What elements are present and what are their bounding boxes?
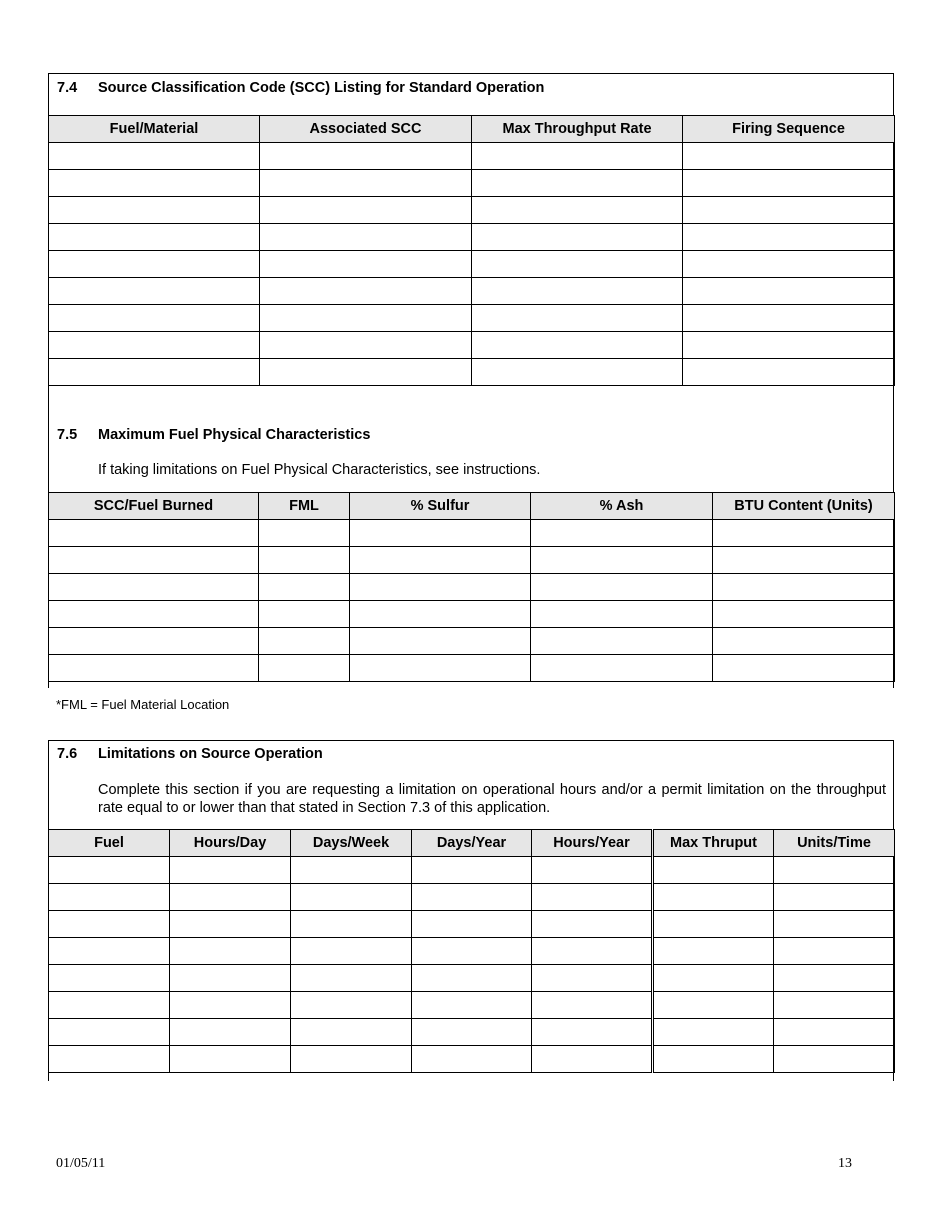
section-7-6-instruction: Complete this section if you are requesting a limitation on operational hours and/or a permit limitation on the throughput rate equal to or lower than that stated in Section 7.3 of this application. [98,782,886,816]
table-cell-input[interactable] [259,601,350,628]
table-cell-input[interactable] [49,332,260,359]
table-cell-input[interactable] [170,884,291,911]
footer-page-number: 13 [838,1156,852,1171]
table-row [49,628,895,655]
table-cell-input[interactable] [291,857,412,884]
section-7-4-title [57,80,544,96]
table-cell-input[interactable] [260,305,472,332]
table-cell-input[interactable] [472,332,683,359]
table-cell-input[interactable] [683,251,895,278]
table-cell-input[interactable] [291,911,412,938]
table-cell-input[interactable] [532,938,653,965]
source-operation-limits-table [48,829,895,1073]
table-row [49,278,895,305]
table-cell-input[interactable] [472,143,683,170]
table-cell-input[interactable] [683,332,895,359]
table-cell-input[interactable] [170,965,291,992]
table-cell-input[interactable] [260,170,472,197]
table-cell-input[interactable] [49,628,259,655]
scc-listing-body [49,143,895,386]
table-cell-input[interactable] [170,1019,291,1046]
table-cell-input[interactable] [653,1046,774,1073]
table-cell-input[interactable] [291,884,412,911]
fuel-characteristics-body [49,520,895,682]
table-cell-input[interactable] [683,170,895,197]
table-cell-input[interactable] [774,992,895,1019]
table-cell-input[interactable] [713,547,895,574]
footer-date: 01/05/11 [56,1156,106,1171]
table-cell-input[interactable] [49,359,260,386]
table-cell-input[interactable] [653,965,774,992]
table-cell-input[interactable] [472,197,683,224]
scc-listing-table [48,115,895,386]
table-row [49,170,895,197]
table-cell-input[interactable] [260,251,472,278]
table-cell-input[interactable] [713,628,895,655]
table-cell-input[interactable] [412,884,532,911]
table-cell-input[interactable] [412,992,532,1019]
table-cell-input[interactable] [653,911,774,938]
table-cell-input[interactable] [531,520,713,547]
table-cell-input[interactable] [532,1046,653,1073]
table-cell-input[interactable] [259,574,350,601]
col-hours-day: Hours/Day [170,830,291,857]
table-row [49,305,895,332]
table-cell-input[interactable] [49,278,260,305]
table-cell-input[interactable] [713,574,895,601]
table-row [49,1019,895,1046]
section-7-5-title [57,427,370,443]
table-row [49,1046,895,1073]
section-heading: Maximum Fuel Physical Characteristics [98,427,371,443]
table-cell-input[interactable] [412,1019,532,1046]
table-row [49,520,895,547]
table-cell-input[interactable] [49,547,259,574]
table-cell-input[interactable] [170,938,291,965]
table-cell-input[interactable] [350,547,531,574]
table-cell-input[interactable] [170,857,291,884]
table-cell-input[interactable] [531,601,713,628]
table-cell-input[interactable] [170,1046,291,1073]
table-row [49,992,895,1019]
col-max-throughput-rate: Max Throughput Rate [472,116,683,143]
table-row [49,332,895,359]
table-cell-input[interactable] [49,1019,170,1046]
table-cell-input[interactable] [259,655,350,682]
col-units-time: Units/Time [774,830,895,857]
section-heading: Limitations on Source Operation [98,746,323,762]
col-percent-ash: % Ash [531,493,713,520]
col-scc-fuel-burned: SCC/Fuel Burned [49,493,259,520]
table-cell-input[interactable] [532,857,653,884]
table-cell-input[interactable] [713,601,895,628]
table-cell-input[interactable] [412,1046,532,1073]
table-cell-input[interactable] [291,938,412,965]
col-btu-content: BTU Content (Units) [713,493,895,520]
table-cell-input[interactable] [774,938,895,965]
table-cell-input[interactable] [683,359,895,386]
table-cell-input[interactable] [412,857,532,884]
table-cell-input[interactable] [683,305,895,332]
table-cell-input[interactable] [532,965,653,992]
table-cell-input[interactable] [774,884,895,911]
col-fuel: Fuel [49,830,170,857]
table-cell-input[interactable] [774,857,895,884]
table-cell-input[interactable] [683,197,895,224]
table-cell-input[interactable] [350,574,531,601]
table-cell-input[interactable] [532,911,653,938]
table-cell-input[interactable] [531,628,713,655]
table-cell-input[interactable] [259,628,350,655]
table-cell-input[interactable] [472,359,683,386]
table-cell-input[interactable] [291,965,412,992]
table-row [49,224,895,251]
table-cell-input[interactable] [532,992,653,1019]
table-cell-input[interactable] [350,520,531,547]
table-cell-input[interactable] [350,628,531,655]
col-max-thruput: Max Thruput [653,830,774,857]
table-cell-input[interactable] [260,359,472,386]
table-cell-input[interactable] [291,992,412,1019]
table-cell-input[interactable] [49,305,260,332]
table-cell-input[interactable] [259,547,350,574]
table-cell-input[interactable] [472,224,683,251]
table-cell-input[interactable] [713,520,895,547]
table-cell-input[interactable] [259,520,350,547]
table-cell-input[interactable] [774,911,895,938]
section-7-6-frame [48,740,894,1081]
table-cell-input[interactable] [412,911,532,938]
table-cell-input[interactable] [653,938,774,965]
table-cell-input[interactable] [260,197,472,224]
table-cell-input[interactable] [350,601,531,628]
section-number: 7.6 [57,746,78,762]
table-cell-input[interactable] [531,547,713,574]
table-cell-input[interactable] [653,857,774,884]
table-cell-input[interactable] [49,170,260,197]
table-row [49,359,895,386]
fuel-characteristics-table [48,492,895,682]
table-cell-input[interactable] [49,992,170,1019]
table-cell-input[interactable] [412,965,532,992]
table-cell-input[interactable] [683,143,895,170]
table-cell-input[interactable] [653,1019,774,1046]
section-7-4-frame [48,73,894,688]
table-cell-input[interactable] [49,143,260,170]
table-cell-input[interactable] [49,251,260,278]
table-cell-input[interactable] [653,992,774,1019]
table-row [49,655,895,682]
table-cell-input[interactable] [350,655,531,682]
table-cell-input[interactable] [472,251,683,278]
table-cell-input[interactable] [49,601,259,628]
table-cell-input[interactable] [291,1019,412,1046]
table-cell-input[interactable] [683,278,895,305]
table-cell-input[interactable] [531,655,713,682]
section-7-6-title [57,746,323,762]
table-cell-input[interactable] [291,1046,412,1073]
table-cell-input[interactable] [472,278,683,305]
table-cell-input[interactable] [49,574,259,601]
table-cell-input[interactable] [49,911,170,938]
table-cell-input[interactable] [49,224,260,251]
table-cell-input[interactable] [774,1046,895,1073]
table-cell-input[interactable] [713,655,895,682]
table-cell-input[interactable] [49,965,170,992]
table-row [49,911,895,938]
col-days-year: Days/Year [412,830,532,857]
table-cell-input[interactable] [49,884,170,911]
table-cell-input[interactable] [260,278,472,305]
source-operation-limits-body [49,857,895,1073]
table-row [49,965,895,992]
col-hours-year: Hours/Year [532,830,653,857]
table-row [49,574,895,601]
table-cell-input[interactable] [260,224,472,251]
table-row [49,197,895,224]
table-cell-input[interactable] [170,911,291,938]
table-cell-input[interactable] [49,938,170,965]
fml-footnote: *FML = Fuel Material Location [56,697,230,712]
table-cell-input[interactable] [774,1019,895,1046]
table-row [49,547,895,574]
table-cell-input[interactable] [49,520,259,547]
section-number: 7.4 [57,80,78,96]
table-cell-input[interactable] [532,884,653,911]
table-cell-input[interactable] [683,224,895,251]
col-associated-scc: Associated SCC [260,116,472,143]
table-row [49,938,895,965]
table-row [49,884,895,911]
table-cell-input[interactable] [260,332,472,359]
col-percent-sulfur: % Sulfur [350,493,531,520]
table-cell-input[interactable] [653,884,774,911]
table-row [49,143,895,170]
table-row [49,601,895,628]
table-row [49,857,895,884]
table-cell-input[interactable] [49,655,259,682]
section-heading: Source Classification Code (SCC) Listing for Standard Operation [98,80,545,96]
table-cell-input[interactable] [49,197,260,224]
section-number: 7.5 [57,427,78,443]
table-cell-input[interactable] [774,965,895,992]
table-cell-input[interactable] [170,992,291,1019]
table-cell-input[interactable] [472,170,683,197]
col-fuel-material: Fuel/Material [49,116,260,143]
col-fml: FML [259,493,350,520]
table-cell-input[interactable] [49,1046,170,1073]
table-cell-input[interactable] [532,1019,653,1046]
table-cell-input[interactable] [531,574,713,601]
table-cell-input[interactable] [49,857,170,884]
section-7-5-instruction: If taking limitations on Fuel Physical Characteristics, see instructions. [98,462,541,478]
col-firing-sequence: Firing Sequence [683,116,895,143]
col-days-week: Days/Week [291,830,412,857]
table-cell-input[interactable] [472,305,683,332]
table-row [49,251,895,278]
table-cell-input[interactable] [412,938,532,965]
table-cell-input[interactable] [260,143,472,170]
